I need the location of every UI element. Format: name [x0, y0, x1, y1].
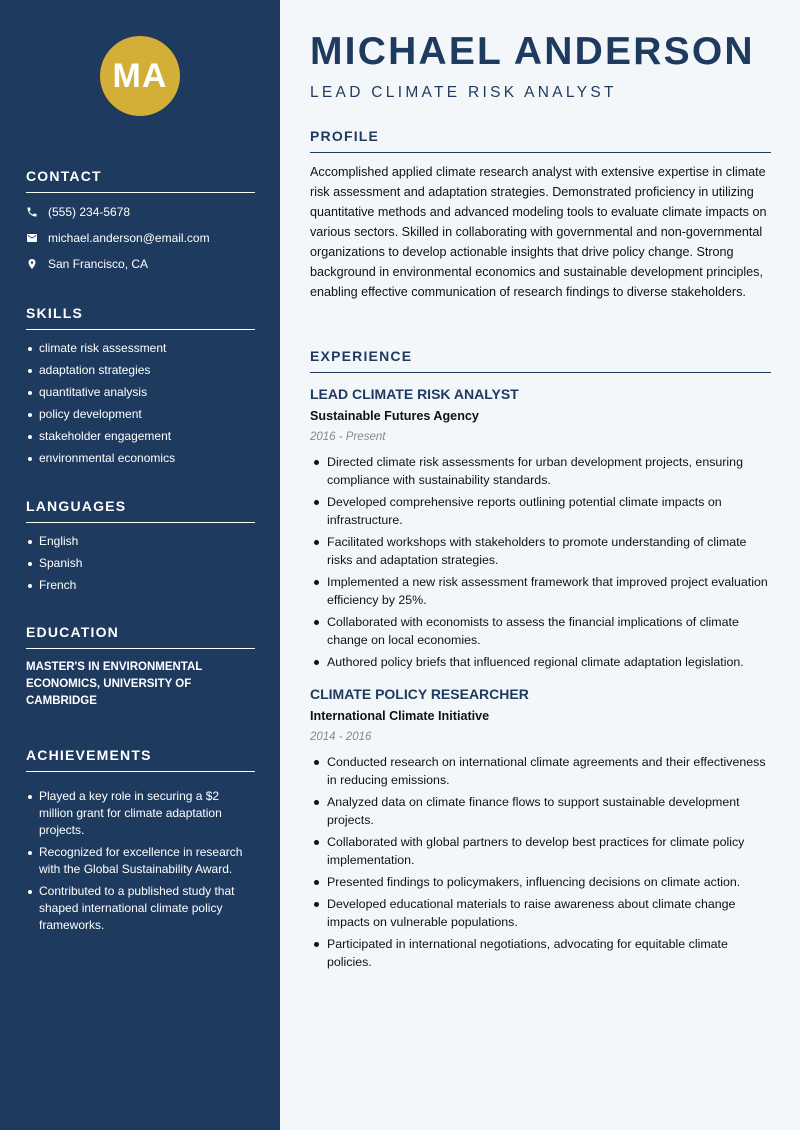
achievements-heading: ACHIEVEMENTS [26, 747, 255, 772]
job-bullet: Presented findings to policymakers, influencing decisions on climate action. [310, 873, 771, 891]
contact-email [26, 225, 255, 251]
skill-item: policy development [26, 406, 255, 423]
skills-section [26, 305, 255, 472]
skill-item: climate risk assessment [26, 340, 255, 357]
phone-icon [26, 206, 38, 218]
profile-heading: PROFILE [310, 128, 771, 153]
candidate-title: LEAD CLIMATE RISK ANALYST [310, 84, 617, 101]
contact-phone [26, 199, 255, 225]
profile-text: Accomplished applied climate research analyst with extensive expertise in climate risk assessment and adaptation strategies. Demonstrated proficiency in utilizing quantitative methods and advanced modeling tools to evaluate climate impacts on various sectors. Skilled in collaborating with governmental and non-governmental organizations to develop actionable insights that drive policy change. Strong background in environmental economics and sustainable development principles, enabling effective communication of research findings to diverse stakeholders. [310, 165, 767, 299]
email-text: michael.anderson@email.com [48, 231, 210, 245]
job-title: CLIMATE POLICY RESEARCHER [310, 686, 529, 702]
job-bullet: Analyzed data on climate finance flows to support sustainable development projects. [310, 793, 771, 829]
job-bullet: Facilitated workshops with stakeholders to promote understanding of climate risks and adaptation strategies. [310, 533, 771, 569]
contact-section [26, 168, 255, 277]
job-title: LEAD CLIMATE RISK ANALYST [310, 386, 519, 402]
achievement-item: Contributed to a published study that shaped international climate policy frameworks. [26, 883, 255, 934]
contact-location [26, 251, 255, 277]
job-bullets [310, 753, 771, 971]
achievements-section [26, 747, 255, 939]
job-bullets [310, 453, 771, 671]
job-bullet: Developed comprehensive reports outlining potential climate impacts on infrastructure. [310, 493, 771, 529]
language-item: English [26, 533, 255, 550]
achievement-item: Played a key role in securing a $2 million grant for climate adaptation projects. [26, 788, 255, 839]
education-degree: MASTER'S IN ENVIRONMENTAL ECONOMICS, UNIVERSITY OF CAMBRIDGE [26, 661, 203, 707]
skill-item: quantitative analysis [26, 384, 255, 401]
skills-heading: SKILLS [26, 305, 255, 330]
skill-item: environmental economics [26, 450, 255, 467]
job-bullet: Directed climate risk assessments for urban development projects, ensuring compliance with sustainability standards. [310, 453, 771, 489]
location-text: San Francisco, CA [48, 257, 149, 271]
job-dates: 2014 - 2016 [310, 731, 372, 743]
job-entry [310, 685, 771, 971]
job-bullet: Authored policy briefs that influenced regional climate adaptation legislation. [310, 653, 771, 671]
location-pin-icon [26, 258, 38, 270]
languages-section [26, 498, 255, 599]
sidebar [0, 0, 280, 1130]
skill-item: adaptation strategies [26, 362, 255, 379]
achievements-list [26, 788, 255, 934]
language-item: French [26, 577, 255, 594]
email-icon [26, 232, 38, 244]
job-bullet: Implemented a new risk assessment framework that improved project evaluation efficiency by 25%. [310, 573, 771, 609]
languages-list [26, 533, 255, 594]
job-entry [310, 385, 771, 671]
job-company: Sustainable Futures Agency [310, 409, 479, 423]
education-heading: EDUCATION [26, 624, 255, 649]
job-bullet: Collaborated with economists to assess the financial implications of climate change on local economies. [310, 613, 771, 649]
language-item: Spanish [26, 555, 255, 572]
skills-list [26, 340, 255, 467]
candidate-name: MICHAEL ANDERSON [310, 30, 755, 73]
experience-section [310, 348, 771, 975]
phone-text: (555) 234-5678 [48, 205, 131, 219]
job-company: International Climate Initiative [310, 709, 490, 723]
job-bullet: Participated in international negotiations, advocating for equitable climate policies. [310, 935, 771, 971]
profile-section [310, 128, 771, 302]
achievement-item: Recognized for excellence in research with the Global Sustainability Award. [26, 844, 255, 878]
contact-heading: CONTACT [26, 168, 255, 193]
languages-heading: LANGUAGES [26, 498, 255, 523]
job-bullet: Collaborated with global partners to develop best practices for climate policy implementation. [310, 833, 771, 869]
job-dates: 2016 - Present [310, 431, 386, 443]
education-section [26, 624, 255, 710]
avatar: MA [100, 36, 180, 116]
job-bullet: Conducted research on international climate agreements and their effectiveness in reducing emissions. [310, 753, 771, 789]
experience-heading: EXPERIENCE [310, 348, 771, 373]
skill-item: stakeholder engagement [26, 428, 255, 445]
job-bullet: Developed educational materials to raise awareness about climate change impacts on vulnerable populations. [310, 895, 771, 931]
